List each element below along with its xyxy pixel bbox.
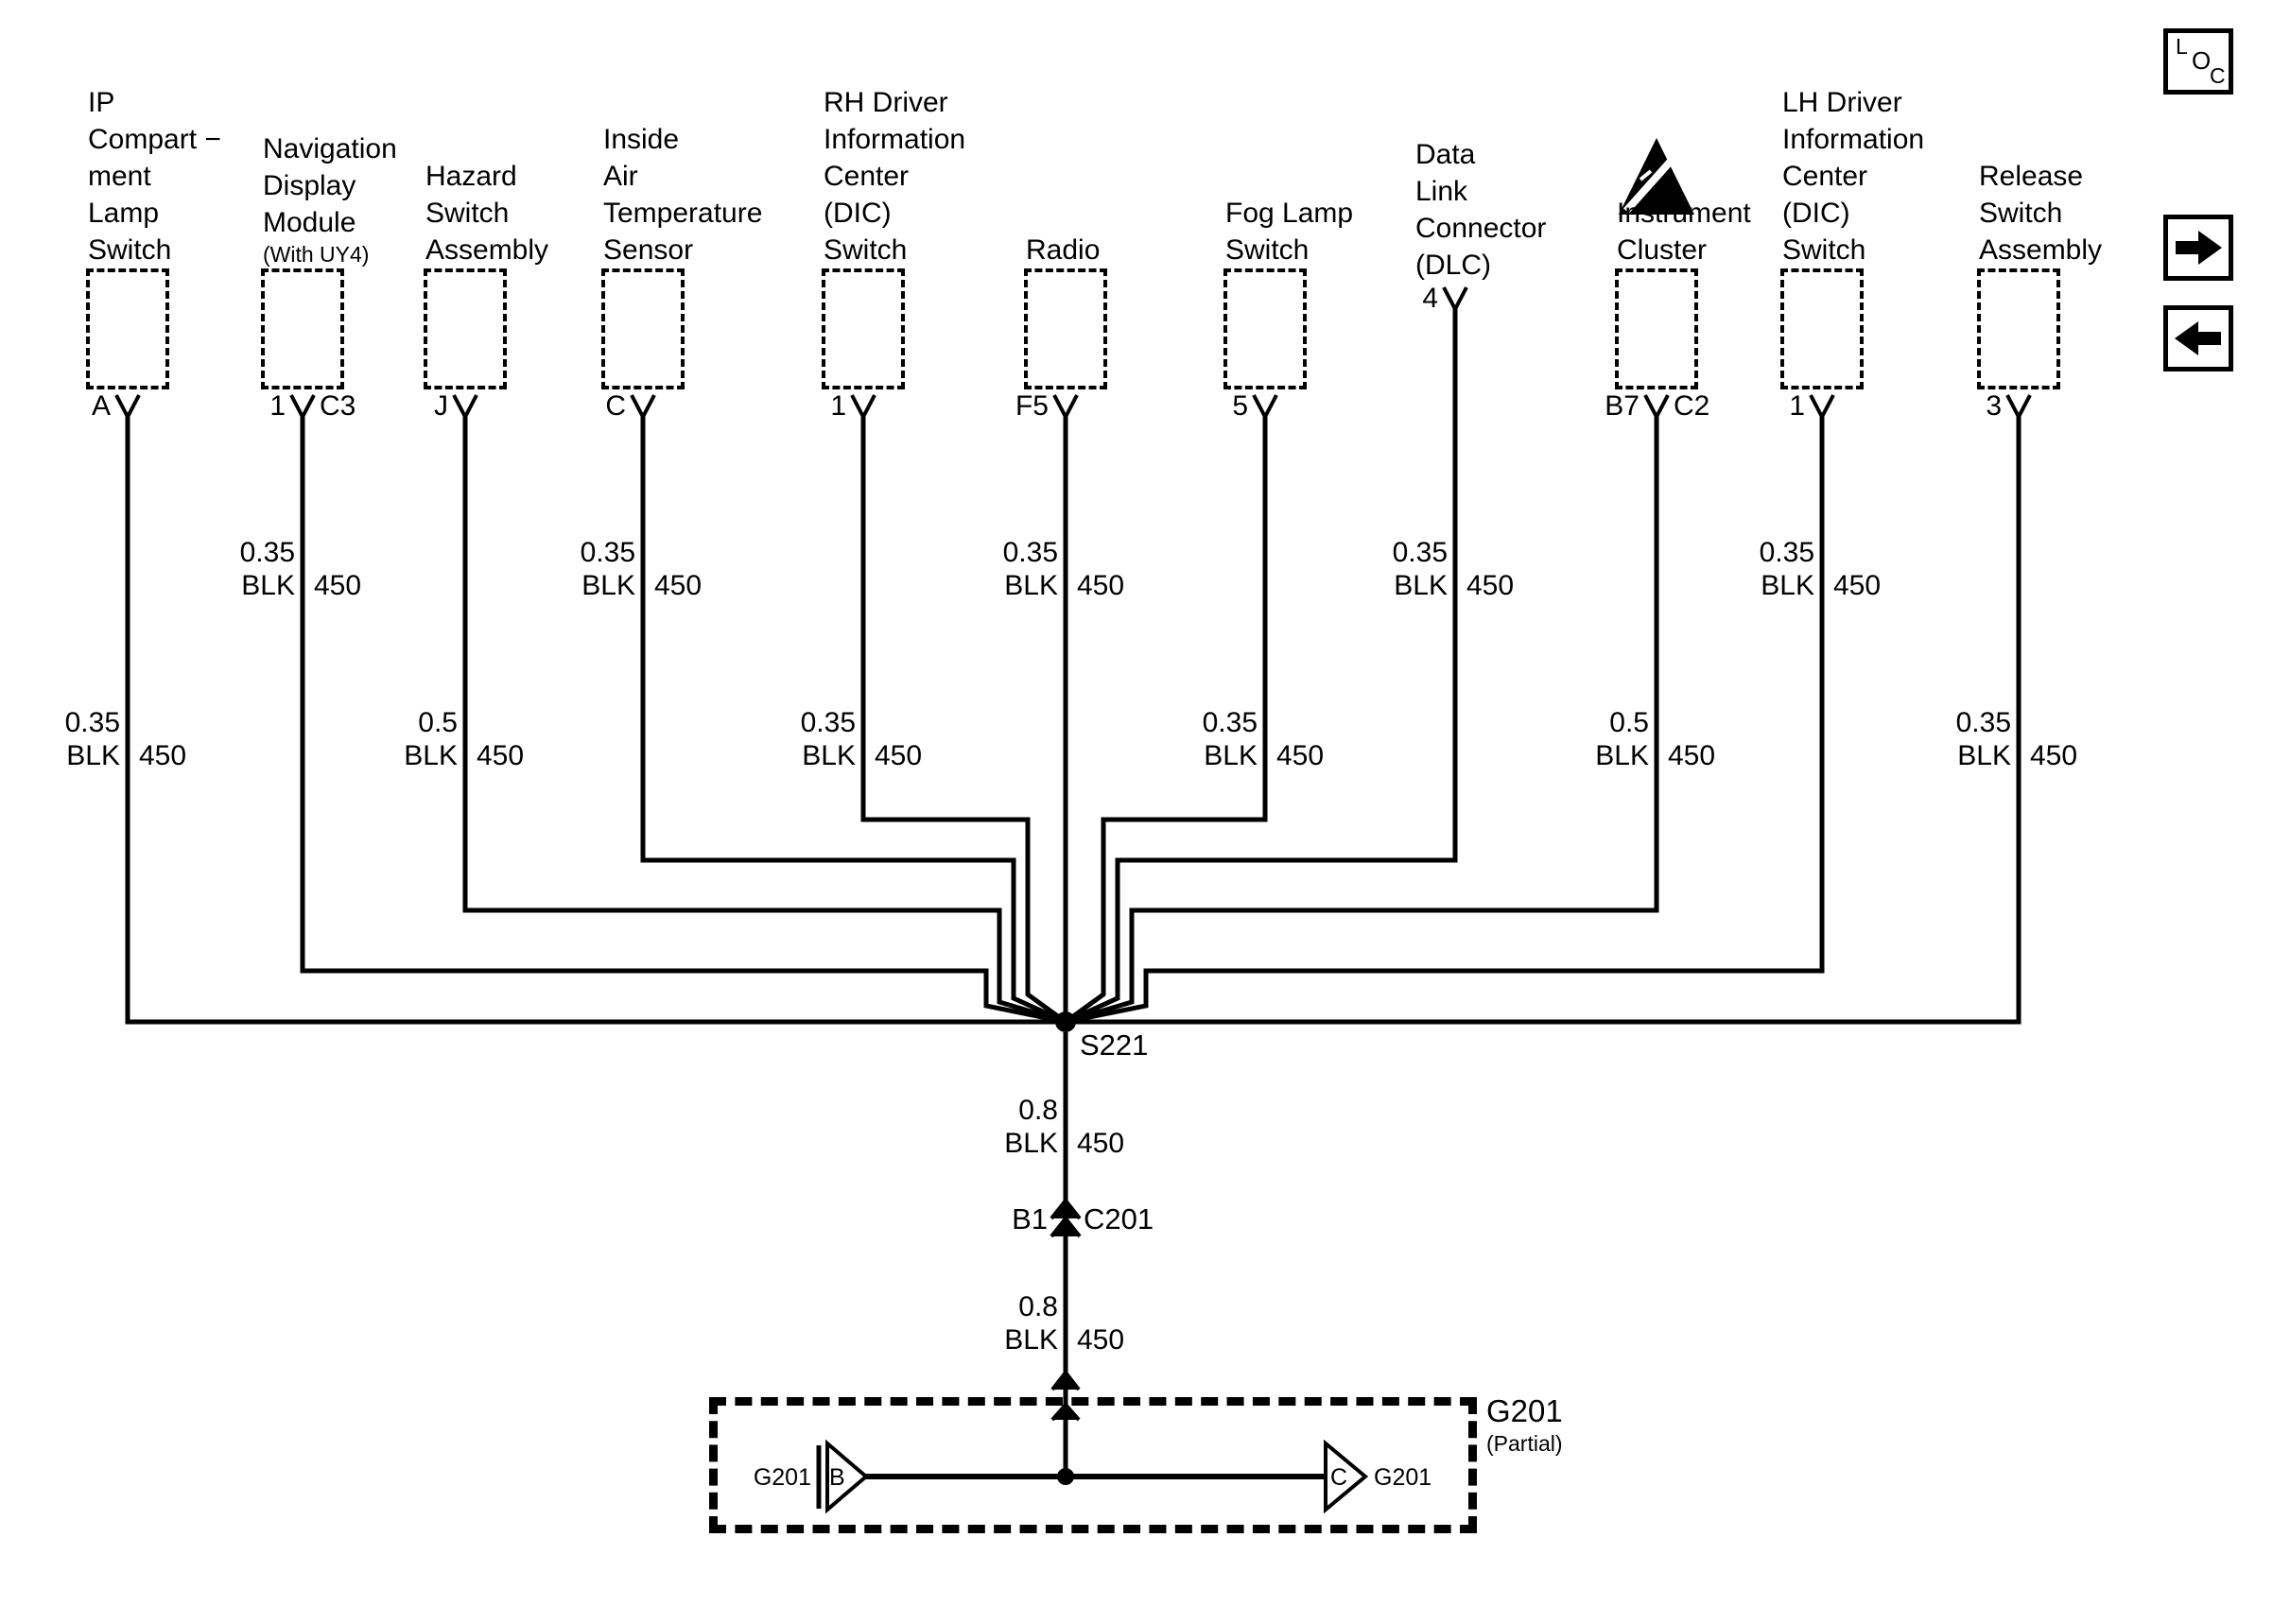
trunk-wire-circuit: 450 <box>1077 1324 1125 1356</box>
component-label-line: LH Driver <box>1782 87 1902 118</box>
component-label-line: Assembly <box>425 234 549 266</box>
component-label-line: Switch <box>1225 234 1310 266</box>
wire-color-label: BLK <box>66 740 120 771</box>
trunk-wire-color: BLK <box>1004 1324 1058 1356</box>
pin-terminal-icon <box>1444 287 1466 309</box>
pin-label: J <box>434 390 448 422</box>
wire-size-label: 0.35 <box>239 537 295 568</box>
loc-letter: O <box>2192 46 2212 75</box>
ground-terminal-c-ref: G201 <box>1374 1464 1432 1491</box>
arrow-right-icon <box>2168 219 2229 276</box>
component-label-data-link-connector <box>1415 136 1546 284</box>
component-label-line: Temperature <box>603 198 763 229</box>
component-label-line: Radio <box>1026 234 1101 266</box>
wire-circuit-label: 450 <box>654 570 703 601</box>
component-label-line: (DLC) <box>1415 250 1491 281</box>
trunk-wire-size: 0.8 <box>1018 1291 1058 1322</box>
component-box-release-switch-assembly <box>1977 268 2060 389</box>
pin-label: 1 <box>830 390 846 422</box>
component-label-navigation-display-module <box>263 130 397 268</box>
splice-label: S221 <box>1080 1028 1149 1062</box>
component-box-lh-dic-switch <box>1780 268 1864 389</box>
pin-terminal-icon <box>1811 395 1833 417</box>
wire-circuit-label: 450 <box>1466 570 1515 601</box>
pin-terminal-icon <box>291 395 314 417</box>
trunk-wire-color: BLK <box>1004 1128 1058 1159</box>
arrow-left-icon <box>2168 310 2229 367</box>
wire-color-label: BLK <box>802 740 856 771</box>
wire-size-label: 0.35 <box>1955 707 2011 738</box>
component-label-line: Switch <box>1782 234 1866 266</box>
component-label-line: Hazard <box>425 161 517 192</box>
component-label-line: RH Driver <box>824 87 948 118</box>
component-label-line: Switch <box>1979 198 2063 229</box>
component-label-radio <box>1026 232 1100 268</box>
component-label-line: Switch <box>824 234 908 266</box>
wire-size-label: 0.5 <box>1609 707 1649 738</box>
wire-circuit-label: 450 <box>1668 740 1716 771</box>
wire-circuit-label: 450 <box>1833 570 1882 601</box>
pin-terminal-icon <box>1645 395 1668 417</box>
pin-label: F5 <box>1015 390 1049 422</box>
wire-color-label: BLK <box>404 740 458 771</box>
pin-terminal-icon <box>1054 395 1077 417</box>
pin-label: B7 <box>1605 390 1640 422</box>
ground-entry-chevron-icon <box>1052 1373 1079 1390</box>
component-label-inside-air-temperature-sensor <box>603 121 762 268</box>
component-label-line: (DIC) <box>1782 198 1850 229</box>
wire-size-label: 0.35 <box>1002 537 1058 568</box>
wire-size-label: 0.35 <box>64 707 120 738</box>
pin-terminal-icon <box>852 395 875 417</box>
wire-color-label: BLK <box>1761 570 1814 601</box>
component-label-line: IP <box>88 87 115 118</box>
pin-label: A <box>91 390 111 422</box>
pin-terminal-icon <box>454 395 477 417</box>
component-box-rh-dic-switch <box>822 268 905 389</box>
wire-color-label: BLK <box>1595 740 1649 771</box>
splice-dot-s221 <box>1055 1011 1076 1032</box>
pin-label: 1 <box>269 390 286 422</box>
wire-data-link-connector <box>1066 309 1455 1022</box>
ground-qualifier-label: (Partial) <box>1486 1431 1563 1456</box>
component-label-line: Instrument <box>1617 198 1751 229</box>
ground-terminal-b-ref: G201 <box>753 1464 811 1491</box>
component-label-line: Navigation <box>263 133 397 164</box>
loc-letter: C <box>2210 63 2226 88</box>
ground-terminal-b-pin: B <box>829 1464 845 1491</box>
component-label-line: Release <box>1979 161 2084 192</box>
component-label-line: ment <box>88 161 151 192</box>
component-label-line: Cluster <box>1617 234 1708 266</box>
component-label-line: Center <box>824 161 910 192</box>
pin-terminal-icon <box>116 395 139 417</box>
loc-button[interactable] <box>2163 28 2233 95</box>
component-label-line: Air <box>603 161 638 192</box>
wire-circuit-label: 450 <box>1077 570 1125 601</box>
forward-button[interactable] <box>2163 215 2233 281</box>
component-label-line: Sensor <box>603 234 694 266</box>
component-box-ip-compartment-lamp-switch <box>86 268 169 389</box>
pin-terminal-icon <box>2007 395 2030 417</box>
wire-size-label: 0.35 <box>580 537 635 568</box>
component-label-hazard-switch-assembly <box>425 158 548 268</box>
wire-circuit-label: 450 <box>477 740 525 771</box>
wire-color-label: BLK <box>1957 740 2011 771</box>
wire-circuit-label: 450 <box>314 570 362 601</box>
pin-label: C3 <box>320 390 356 422</box>
wire-size-label: 0.35 <box>1759 537 1814 568</box>
pin-label: C2 <box>1674 390 1710 422</box>
wire-size-label: 0.35 <box>1392 537 1448 568</box>
wire-size-label: 0.5 <box>418 707 458 738</box>
pin-label: C <box>605 390 626 422</box>
component-label-line: Inside <box>603 124 680 155</box>
connector-name-label: C201 <box>1084 1202 1154 1235</box>
pin-label: 5 <box>1232 390 1248 422</box>
component-label-fog-lamp-switch <box>1225 195 1353 268</box>
component-label-rh-dic-switch <box>824 84 965 268</box>
wire-color-label: BLK <box>241 570 295 601</box>
component-box-fog-lamp-switch <box>1223 268 1307 389</box>
component-box-hazard-switch-assembly <box>424 268 507 389</box>
wire-color-label: BLK <box>581 570 635 601</box>
component-label-ip-compartment-lamp-switch <box>88 84 221 268</box>
pin-label: 3 <box>1986 390 2002 422</box>
component-box-inside-air-temperature-sensor <box>601 268 685 389</box>
component-box-navigation-display-module <box>261 268 344 389</box>
connector-c201-chevron-icon <box>1051 1218 1080 1236</box>
component-label-line: Link <box>1415 176 1468 207</box>
wire-size-label: 0.35 <box>800 707 856 738</box>
component-label-line: Module <box>263 207 356 238</box>
ground-name-label: G201 <box>1486 1393 1563 1428</box>
wire-color-label: BLK <box>1394 570 1448 601</box>
pin-label: 1 <box>1789 390 1805 422</box>
loc-letter: L <box>2176 34 2188 59</box>
component-label-line: Connector <box>1415 213 1547 244</box>
component-label-release-switch-assembly <box>1979 158 2102 268</box>
component-label-line: (DIC) <box>824 198 892 229</box>
pin-terminal-icon <box>632 395 654 417</box>
wire-color-label: BLK <box>1004 570 1058 601</box>
component-label-line: Switch <box>425 198 510 229</box>
pin-label: 4 <box>1422 283 1438 314</box>
component-label-instrument-cluster <box>1617 195 1751 268</box>
component-label-line: Display <box>263 170 356 201</box>
component-label-line: Lamp <box>88 198 160 229</box>
trunk-wire-circuit: 450 <box>1077 1128 1125 1159</box>
ground-terminal-c-pin: C <box>1330 1464 1348 1491</box>
wire-ip-compartment-lamp-switch <box>128 417 1066 1022</box>
ground-box-g201 <box>709 1397 1477 1533</box>
wire-rh-dic-switch <box>863 417 1066 1022</box>
component-label-line: Information <box>1782 124 1925 155</box>
component-note: (With UY4) <box>263 242 370 267</box>
pin-terminal-icon <box>1254 395 1276 417</box>
wire-circuit-label: 450 <box>139 740 187 771</box>
component-label-line: Fog Lamp <box>1225 198 1354 229</box>
component-label-line: Information <box>824 124 966 155</box>
component-label-line: Compart − <box>88 124 221 155</box>
component-box-instrument-cluster <box>1615 268 1698 389</box>
component-label-line: Switch <box>88 234 172 266</box>
wire-size-label: 0.35 <box>1202 707 1258 738</box>
wire-circuit-label: 450 <box>1276 740 1325 771</box>
wire-color-label: BLK <box>1204 740 1258 771</box>
component-label-line: Assembly <box>1979 234 2103 266</box>
trunk-wire-size: 0.8 <box>1018 1095 1058 1126</box>
back-button[interactable] <box>2163 305 2233 371</box>
component-label-line: Center <box>1782 161 1868 192</box>
component-box-radio <box>1024 268 1107 389</box>
wire-circuit-label: 450 <box>875 740 923 771</box>
wire-circuit-label: 450 <box>2030 740 2078 771</box>
connector-pin-label: B1 <box>1012 1202 1048 1235</box>
component-label-lh-dic-switch <box>1782 84 1924 268</box>
component-label-line: Data <box>1415 139 1476 170</box>
